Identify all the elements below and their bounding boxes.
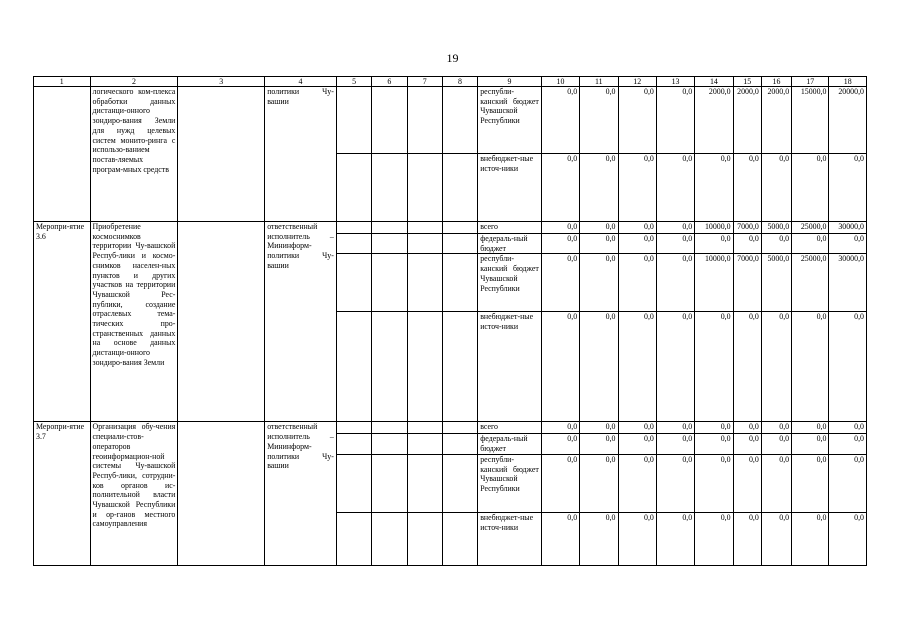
funding-value: 0,0 [761, 512, 791, 565]
funding-value: 7000,0 [733, 222, 761, 234]
funding-value: 0,0 [580, 154, 618, 222]
budget-table [33, 76, 867, 566]
empty-cell [407, 422, 442, 434]
table-row [34, 222, 867, 234]
funding-source: федераль-ный бюджет [478, 434, 542, 454]
funding-value: 0,0 [695, 434, 733, 454]
funding-value: 0,0 [829, 312, 867, 422]
empty-cell [336, 222, 371, 234]
empty-cell [336, 234, 371, 254]
funding-value: 0,0 [695, 422, 733, 434]
funding-value: 0,0 [656, 434, 694, 454]
funding-value: 0,0 [829, 154, 867, 222]
empty-cell [442, 312, 477, 422]
funding-value: 0,0 [541, 254, 579, 312]
empty-cell [407, 87, 442, 154]
column-header: 15 [733, 77, 761, 87]
funding-value: 0,0 [656, 254, 694, 312]
empty-cell [442, 87, 477, 154]
empty-cell [336, 434, 371, 454]
funding-value: 0,0 [761, 234, 791, 254]
funding-value: 0,0 [656, 454, 694, 512]
funding-value: 0,0 [829, 434, 867, 454]
funding-value: 30000,0 [829, 254, 867, 312]
column-header: 8 [442, 77, 477, 87]
funding-value: 0,0 [695, 454, 733, 512]
funding-source: всего [478, 222, 542, 234]
funding-value: 0,0 [792, 234, 829, 254]
empty-cell [336, 422, 371, 434]
empty-cell [442, 422, 477, 434]
measure-code: Меропри-ятие 3.6 [34, 222, 91, 422]
empty-cell [407, 312, 442, 422]
funding-source: республи-канский бюджет Чувашской Республики [478, 87, 542, 154]
column-3-cell [178, 422, 265, 565]
funding-value: 0,0 [695, 234, 733, 254]
empty-cell [407, 154, 442, 222]
funding-value: 0,0 [618, 512, 656, 565]
column-header: 5 [336, 77, 371, 87]
funding-value: 0,0 [618, 312, 656, 422]
funding-value: 0,0 [580, 87, 618, 154]
measure-name: Организация обу-чения специали-стов-операторов геоинформацион-ной системы Чу-вашской Респуб-лики, сотрудни-ков органов ис-полнительной власти Чувашской Республики и ор-ганов местного самоуправления [90, 422, 178, 565]
funding-value: 0,0 [618, 422, 656, 434]
funding-value: 0,0 [733, 422, 761, 434]
column-header: 3 [178, 77, 265, 87]
funding-value: 0,0 [618, 454, 656, 512]
responsible-executor: политики Чу-вашии [265, 87, 337, 222]
funding-value: 30000,0 [829, 222, 867, 234]
funding-value: 2000,0 [761, 87, 791, 154]
empty-cell [336, 154, 371, 222]
funding-value: 15000,0 [792, 87, 829, 154]
funding-value: 0,0 [761, 434, 791, 454]
column-header: 2 [90, 77, 178, 87]
funding-value: 0,0 [656, 312, 694, 422]
empty-cell [372, 222, 407, 234]
funding-value: 0,0 [733, 154, 761, 222]
column-header: 11 [580, 77, 618, 87]
funding-source: внебюджет-ные источ-ники [478, 512, 542, 565]
empty-cell [442, 254, 477, 312]
measure-code: Меропри-ятие 3.7 [34, 422, 91, 565]
empty-cell [442, 434, 477, 454]
funding-value: 0,0 [618, 222, 656, 234]
funding-value: 0,0 [541, 87, 579, 154]
funding-source: внебюджет-ные источ-ники [478, 312, 542, 422]
funding-value: 0,0 [541, 222, 579, 234]
empty-cell [372, 87, 407, 154]
funding-value: 25000,0 [792, 254, 829, 312]
funding-value: 7000,0 [733, 254, 761, 312]
funding-value: 0,0 [541, 422, 579, 434]
funding-value: 0,0 [792, 434, 829, 454]
funding-value: 0,0 [580, 454, 618, 512]
column-header: 17 [792, 77, 829, 87]
funding-value: 2000,0 [733, 87, 761, 154]
column-3-cell [178, 222, 265, 422]
funding-value: 0,0 [618, 434, 656, 454]
funding-value: 0,0 [656, 222, 694, 234]
funding-value: 0,0 [761, 312, 791, 422]
funding-value: 0,0 [733, 434, 761, 454]
funding-value: 0,0 [792, 154, 829, 222]
funding-source: республи-канский бюджет Чувашской Республики [478, 454, 542, 512]
funding-value: 0,0 [656, 422, 694, 434]
responsible-executor: ответственный исполнитель – Мининформ-политики Чу-вашии [265, 222, 337, 422]
empty-cell [442, 154, 477, 222]
empty-cell [372, 512, 407, 565]
funding-value: 0,0 [618, 154, 656, 222]
funding-value: 0,0 [580, 234, 618, 254]
funding-value: 5000,0 [761, 222, 791, 234]
funding-value: 0,0 [618, 234, 656, 254]
empty-cell [336, 512, 371, 565]
funding-value: 0,0 [733, 454, 761, 512]
empty-cell [407, 434, 442, 454]
empty-cell [372, 422, 407, 434]
column-header: 12 [618, 77, 656, 87]
funding-value: 0,0 [761, 454, 791, 512]
funding-value: 0,0 [733, 512, 761, 565]
empty-cell [407, 254, 442, 312]
empty-cell [407, 234, 442, 254]
empty-cell [336, 312, 371, 422]
funding-value: 0,0 [792, 422, 829, 434]
funding-value: 0,0 [580, 312, 618, 422]
empty-cell [372, 234, 407, 254]
funding-value: 0,0 [656, 87, 694, 154]
table-body [34, 77, 867, 566]
funding-value: 0,0 [656, 512, 694, 565]
funding-value: 2000,0 [695, 87, 733, 154]
funding-value: 0,0 [695, 312, 733, 422]
funding-value: 0,0 [656, 154, 694, 222]
responsible-executor: ответственный исполнитель – Мининформ-политики Чу-вашии [265, 422, 337, 565]
funding-value: 0,0 [761, 154, 791, 222]
funding-source: федераль-ный бюджет [478, 234, 542, 254]
empty-cell [336, 87, 371, 154]
funding-value: 0,0 [580, 254, 618, 312]
column-header: 6 [372, 77, 407, 87]
column-header: 18 [829, 77, 867, 87]
measure-code [34, 87, 91, 222]
funding-value: 0,0 [541, 512, 579, 565]
empty-cell [372, 254, 407, 312]
column-header: 1 [34, 77, 91, 87]
measure-name: Приобретение космоснимков территории Чу-вашской Респуб-лики и космо-снимков населен-ных пунктов и других участков на территории Чувашской Рес-публики, создание отраслевых тема-тических про-странственных данных на основе данных дистанци-онного зондиро-вания Земли [90, 222, 178, 422]
empty-cell [407, 454, 442, 512]
funding-value: 0,0 [541, 312, 579, 422]
measure-name: логического ком-плекса обработки данных дистанци-онного зондиро-вания Земли для нужд целевых систем монито-ринга с использо-ванием постав-ляемых програм-мных средств [90, 87, 178, 222]
table-row [34, 87, 867, 154]
funding-source: всего [478, 422, 542, 434]
funding-value: 25000,0 [792, 222, 829, 234]
funding-value: 0,0 [733, 234, 761, 254]
empty-cell [372, 154, 407, 222]
empty-cell [336, 254, 371, 312]
funding-value: 20000,0 [829, 87, 867, 154]
funding-value: 0,0 [829, 454, 867, 512]
column-header: 4 [265, 77, 337, 87]
page-number: 19 [446, 51, 459, 65]
empty-cell [442, 454, 477, 512]
header-row [34, 77, 867, 87]
column-header: 14 [695, 77, 733, 87]
funding-source: республи-канский бюджет Чувашской Республики [478, 254, 542, 312]
funding-value: 10000,0 [695, 222, 733, 234]
funding-value: 0,0 [580, 512, 618, 565]
column-header: 9 [478, 77, 542, 87]
table-row [34, 422, 867, 434]
funding-value: 0,0 [829, 422, 867, 434]
column-header: 7 [407, 77, 442, 87]
funding-value: 0,0 [792, 512, 829, 565]
empty-cell [442, 234, 477, 254]
funding-value: 0,0 [580, 422, 618, 434]
funding-value: 0,0 [541, 454, 579, 512]
funding-value: 0,0 [695, 154, 733, 222]
funding-value: 0,0 [541, 234, 579, 254]
funding-value: 0,0 [733, 312, 761, 422]
empty-cell [372, 434, 407, 454]
funding-value: 0,0 [761, 422, 791, 434]
empty-cell [372, 312, 407, 422]
funding-value: 10000,0 [695, 254, 733, 312]
empty-cell [442, 512, 477, 565]
funding-value: 0,0 [792, 312, 829, 422]
funding-value: 0,0 [656, 234, 694, 254]
funding-value: 0,0 [541, 434, 579, 454]
empty-cell [407, 512, 442, 565]
column-header: 13 [656, 77, 694, 87]
funding-value: 0,0 [695, 512, 733, 565]
column-3-cell [178, 87, 265, 222]
funding-value: 0,0 [829, 512, 867, 565]
funding-value: 0,0 [792, 454, 829, 512]
empty-cell [442, 222, 477, 234]
empty-cell [336, 454, 371, 512]
funding-value: 0,0 [618, 254, 656, 312]
empty-cell [407, 222, 442, 234]
funding-source: внебюджет-ные источ-ники [478, 154, 542, 222]
funding-value: 0,0 [618, 87, 656, 154]
funding-value: 0,0 [580, 222, 618, 234]
funding-value: 5000,0 [761, 254, 791, 312]
empty-cell [372, 454, 407, 512]
funding-value: 0,0 [829, 234, 867, 254]
column-header: 16 [761, 77, 791, 87]
funding-value: 0,0 [580, 434, 618, 454]
column-header: 10 [541, 77, 579, 87]
funding-value: 0,0 [541, 154, 579, 222]
